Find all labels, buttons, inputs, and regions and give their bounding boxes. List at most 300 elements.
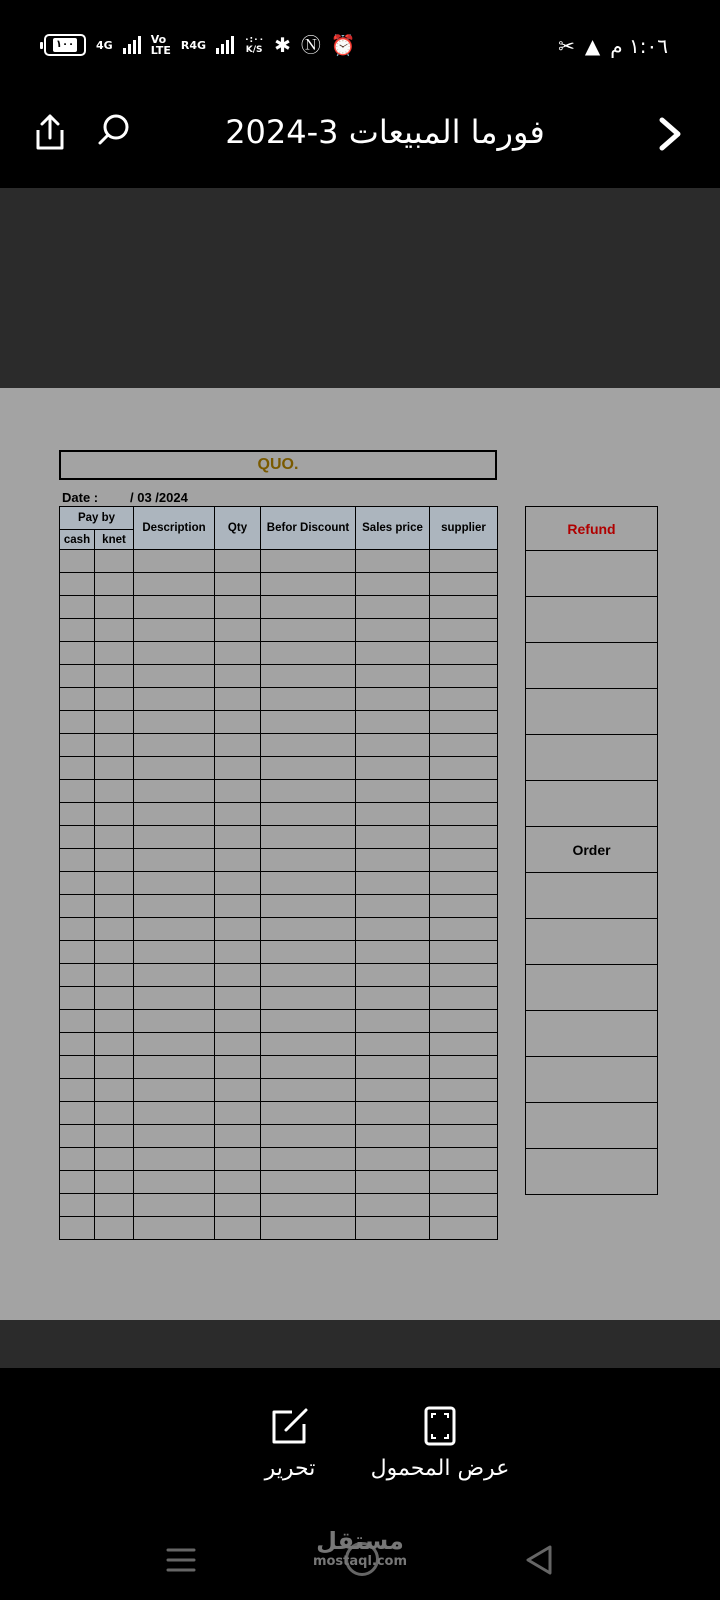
table-cell[interactable] bbox=[60, 757, 95, 780]
table-cell[interactable] bbox=[134, 1217, 215, 1240]
table-cell[interactable] bbox=[261, 872, 356, 895]
table-cell[interactable] bbox=[95, 964, 134, 987]
table-cell[interactable] bbox=[215, 964, 261, 987]
table-cell[interactable] bbox=[60, 1171, 95, 1194]
refund-header[interactable]: Refund bbox=[526, 507, 658, 551]
table-cell[interactable] bbox=[215, 688, 261, 711]
table-row bbox=[60, 1056, 498, 1079]
table-cell[interactable] bbox=[134, 826, 215, 849]
table-cell[interactable] bbox=[134, 1056, 215, 1079]
table-cell[interactable] bbox=[134, 573, 215, 596]
volte-top: Vo bbox=[150, 33, 167, 46]
table-cell[interactable] bbox=[356, 550, 430, 573]
table-cell[interactable] bbox=[134, 964, 215, 987]
side-table-row bbox=[526, 781, 658, 827]
table-cell[interactable] bbox=[261, 1171, 356, 1194]
table-cell[interactable] bbox=[430, 688, 498, 711]
volte-indicator bbox=[151, 34, 171, 56]
forward-arrow-icon[interactable] bbox=[656, 114, 684, 154]
table-cell[interactable] bbox=[60, 964, 95, 987]
table-cell[interactable] bbox=[215, 918, 261, 941]
table-cell[interactable] bbox=[134, 550, 215, 573]
table-cell[interactable] bbox=[356, 780, 430, 803]
table-cell[interactable] bbox=[356, 619, 430, 642]
side-table-cell[interactable] bbox=[526, 689, 658, 735]
table-cell[interactable] bbox=[356, 849, 430, 872]
table-cell[interactable] bbox=[356, 1125, 430, 1148]
table-cell[interactable] bbox=[95, 918, 134, 941]
table-cell[interactable] bbox=[134, 1010, 215, 1033]
table-cell[interactable] bbox=[95, 665, 134, 688]
table-row bbox=[60, 918, 498, 941]
table-cell[interactable] bbox=[261, 987, 356, 1010]
table-cell[interactable] bbox=[134, 596, 215, 619]
table-cell[interactable] bbox=[95, 734, 134, 757]
table-cell[interactable] bbox=[261, 1125, 356, 1148]
table-cell[interactable] bbox=[356, 803, 430, 826]
table-cell[interactable] bbox=[261, 1148, 356, 1171]
app-notification-icon: ✂ bbox=[558, 34, 575, 58]
header-cash: cash bbox=[60, 530, 95, 550]
table-row bbox=[60, 573, 498, 596]
table-row bbox=[60, 1125, 498, 1148]
table-cell[interactable] bbox=[215, 757, 261, 780]
table-cell[interactable] bbox=[215, 619, 261, 642]
table-cell[interactable] bbox=[430, 826, 498, 849]
table-cell[interactable] bbox=[430, 1171, 498, 1194]
table-row bbox=[60, 550, 498, 573]
side-table-row bbox=[526, 1149, 658, 1195]
table-cell[interactable] bbox=[134, 734, 215, 757]
table-cell[interactable] bbox=[261, 1194, 356, 1217]
alarm-icon: ⏰ bbox=[330, 33, 356, 57]
table-cell[interactable] bbox=[215, 711, 261, 734]
table-cell[interactable] bbox=[95, 849, 134, 872]
table-cell[interactable] bbox=[261, 780, 356, 803]
table-cell[interactable] bbox=[134, 918, 215, 941]
table-cell[interactable] bbox=[95, 596, 134, 619]
table-cell[interactable] bbox=[134, 1102, 215, 1125]
table-cell[interactable] bbox=[356, 1033, 430, 1056]
table-cell[interactable] bbox=[95, 872, 134, 895]
table-cell[interactable] bbox=[261, 1010, 356, 1033]
table-cell[interactable] bbox=[356, 1079, 430, 1102]
side-table-cell[interactable] bbox=[526, 551, 658, 597]
table-cell[interactable] bbox=[430, 619, 498, 642]
table-cell[interactable] bbox=[261, 803, 356, 826]
table-row bbox=[60, 596, 498, 619]
table-cell[interactable] bbox=[430, 895, 498, 918]
table-cell[interactable] bbox=[356, 573, 430, 596]
table-cell[interactable] bbox=[134, 849, 215, 872]
mobile-view-button[interactable] bbox=[360, 1406, 520, 1481]
table-cell[interactable] bbox=[356, 1171, 430, 1194]
table-cell[interactable] bbox=[356, 987, 430, 1010]
table-cell[interactable] bbox=[95, 1079, 134, 1102]
table-cell[interactable] bbox=[261, 573, 356, 596]
table-row bbox=[60, 941, 498, 964]
side-table-cell[interactable] bbox=[526, 1149, 658, 1195]
table-cell[interactable] bbox=[95, 573, 134, 596]
table-cell[interactable] bbox=[261, 688, 356, 711]
table-cell[interactable] bbox=[261, 918, 356, 941]
search-icon[interactable] bbox=[96, 112, 132, 148]
table-cell[interactable] bbox=[430, 780, 498, 803]
battery-icon bbox=[44, 34, 86, 56]
table-cell[interactable] bbox=[95, 619, 134, 642]
table-cell[interactable] bbox=[60, 918, 95, 941]
table-cell[interactable] bbox=[215, 1010, 261, 1033]
table-cell[interactable] bbox=[215, 872, 261, 895]
table-cell[interactable] bbox=[215, 803, 261, 826]
table-row bbox=[60, 1194, 498, 1217]
table-cell[interactable] bbox=[430, 872, 498, 895]
net-speed bbox=[244, 35, 264, 55]
table-cell[interactable] bbox=[430, 918, 498, 941]
mobile-view-label: عرض المحمول bbox=[370, 1456, 510, 1481]
table-cell[interactable] bbox=[215, 550, 261, 573]
table-cell[interactable] bbox=[60, 596, 95, 619]
table-cell[interactable] bbox=[215, 1217, 261, 1240]
side-table-cell[interactable] bbox=[526, 735, 658, 781]
table-cell[interactable] bbox=[134, 642, 215, 665]
edit-button[interactable] bbox=[240, 1406, 340, 1481]
table-cell[interactable] bbox=[261, 1217, 356, 1240]
table-cell[interactable] bbox=[134, 1194, 215, 1217]
order-header[interactable]: Order bbox=[526, 827, 658, 873]
table-cell[interactable] bbox=[95, 642, 134, 665]
status-right bbox=[558, 34, 668, 58]
table-cell[interactable] bbox=[356, 826, 430, 849]
table-cell[interactable] bbox=[134, 872, 215, 895]
table-cell[interactable] bbox=[261, 964, 356, 987]
table-cell[interactable] bbox=[95, 1033, 134, 1056]
document-page[interactable] bbox=[0, 388, 720, 1320]
network-4g bbox=[96, 40, 113, 51]
side-table-cell[interactable] bbox=[526, 919, 658, 965]
table-cell[interactable] bbox=[356, 918, 430, 941]
table-cell[interactable] bbox=[215, 941, 261, 964]
table-cell[interactable] bbox=[95, 757, 134, 780]
table-cell[interactable] bbox=[134, 803, 215, 826]
table-cell[interactable] bbox=[430, 987, 498, 1010]
table-cell[interactable] bbox=[95, 1056, 134, 1079]
side-table-cell[interactable] bbox=[526, 1011, 658, 1057]
document-title: فورما المبيعات 3-2024 bbox=[225, 113, 545, 151]
table-cell[interactable] bbox=[60, 803, 95, 826]
table-cell[interactable] bbox=[430, 1033, 498, 1056]
table-cell[interactable] bbox=[95, 550, 134, 573]
table-cell[interactable] bbox=[215, 895, 261, 918]
side-table-cell[interactable] bbox=[526, 873, 658, 919]
table-cell[interactable] bbox=[430, 734, 498, 757]
table-cell[interactable] bbox=[215, 1102, 261, 1125]
table-cell[interactable] bbox=[134, 987, 215, 1010]
table-cell[interactable] bbox=[215, 734, 261, 757]
header-description: Description bbox=[134, 507, 215, 550]
table-row bbox=[60, 964, 498, 987]
date-label: Date : bbox=[62, 490, 99, 505]
table-row bbox=[60, 1102, 498, 1125]
refund-table-body bbox=[526, 507, 658, 1195]
table-cell[interactable] bbox=[95, 1102, 134, 1125]
table-cell[interactable] bbox=[430, 1079, 498, 1102]
side-table-cell[interactable] bbox=[526, 1103, 658, 1149]
table-row bbox=[60, 987, 498, 1010]
side-table-row bbox=[526, 1011, 658, 1057]
table-cell[interactable] bbox=[261, 757, 356, 780]
table-row bbox=[60, 1148, 498, 1171]
table-cell[interactable] bbox=[261, 642, 356, 665]
side-table-cell[interactable] bbox=[526, 597, 658, 643]
table-cell[interactable] bbox=[356, 872, 430, 895]
table-cell[interactable] bbox=[215, 849, 261, 872]
table-cell[interactable] bbox=[356, 688, 430, 711]
table-cell[interactable] bbox=[356, 1010, 430, 1033]
table-cell[interactable] bbox=[134, 619, 215, 642]
side-table-row bbox=[526, 919, 658, 965]
network-r4g bbox=[181, 40, 206, 51]
table-row bbox=[60, 895, 498, 918]
table-cell[interactable] bbox=[134, 895, 215, 918]
table-cell[interactable] bbox=[356, 757, 430, 780]
table-cell[interactable] bbox=[261, 711, 356, 734]
header-pay-by: Pay by bbox=[60, 507, 134, 530]
table-cell[interactable] bbox=[215, 1079, 261, 1102]
table-cell[interactable] bbox=[134, 1125, 215, 1148]
table-cell[interactable] bbox=[430, 550, 498, 573]
table-cell[interactable] bbox=[356, 596, 430, 619]
table-cell[interactable] bbox=[60, 849, 95, 872]
table-cell[interactable] bbox=[356, 642, 430, 665]
table-cell[interactable] bbox=[95, 1010, 134, 1033]
table-row bbox=[60, 642, 498, 665]
table-cell[interactable] bbox=[261, 665, 356, 688]
table-cell[interactable] bbox=[261, 1079, 356, 1102]
table-cell[interactable] bbox=[215, 1033, 261, 1056]
table-cell[interactable] bbox=[60, 688, 95, 711]
table-cell[interactable] bbox=[430, 1010, 498, 1033]
table-cell[interactable] bbox=[95, 1171, 134, 1194]
table-cell[interactable] bbox=[430, 1125, 498, 1148]
table-cell[interactable] bbox=[95, 711, 134, 734]
table-cell[interactable] bbox=[215, 987, 261, 1010]
table-row bbox=[60, 665, 498, 688]
table-cell[interactable] bbox=[261, 941, 356, 964]
table-cell[interactable] bbox=[261, 826, 356, 849]
table-cell[interactable] bbox=[356, 1148, 430, 1171]
table-cell[interactable] bbox=[215, 826, 261, 849]
mobile-view-icon bbox=[420, 1406, 460, 1446]
table-cell[interactable] bbox=[215, 1056, 261, 1079]
table-cell[interactable] bbox=[215, 573, 261, 596]
side-table-cell[interactable] bbox=[526, 643, 658, 689]
table-cell[interactable] bbox=[430, 596, 498, 619]
table-cell[interactable] bbox=[60, 1194, 95, 1217]
table-cell[interactable] bbox=[356, 941, 430, 964]
table-row bbox=[60, 619, 498, 642]
table-cell[interactable] bbox=[134, 665, 215, 688]
volte-bottom: LTE bbox=[150, 44, 171, 57]
table-cell[interactable] bbox=[60, 665, 95, 688]
table-cell[interactable] bbox=[261, 849, 356, 872]
table-cell[interactable] bbox=[134, 1079, 215, 1102]
table-cell[interactable] bbox=[430, 757, 498, 780]
table-cell[interactable] bbox=[60, 1010, 95, 1033]
table-cell[interactable] bbox=[261, 1056, 356, 1079]
table-cell[interactable] bbox=[95, 688, 134, 711]
table-cell[interactable] bbox=[261, 619, 356, 642]
side-table-row bbox=[526, 735, 658, 781]
table-cell[interactable] bbox=[215, 642, 261, 665]
table-cell[interactable] bbox=[60, 1033, 95, 1056]
side-table-row bbox=[526, 689, 658, 735]
table-cell[interactable] bbox=[430, 642, 498, 665]
header-qty: Qty bbox=[215, 507, 261, 550]
table-cell[interactable] bbox=[95, 1217, 134, 1240]
table-cell[interactable] bbox=[60, 895, 95, 918]
table-cell[interactable] bbox=[60, 1056, 95, 1079]
table-cell[interactable] bbox=[60, 941, 95, 964]
table-cell[interactable] bbox=[95, 780, 134, 803]
side-table-row bbox=[526, 597, 658, 643]
table-row bbox=[60, 780, 498, 803]
table-cell[interactable] bbox=[430, 1056, 498, 1079]
table-cell[interactable] bbox=[60, 872, 95, 895]
table-cell[interactable] bbox=[95, 1125, 134, 1148]
side-table-cell[interactable] bbox=[526, 781, 658, 827]
table-cell[interactable] bbox=[215, 596, 261, 619]
table-cell[interactable] bbox=[60, 619, 95, 642]
table-cell[interactable] bbox=[356, 964, 430, 987]
table-cell[interactable] bbox=[430, 1217, 498, 1240]
table-cell[interactable] bbox=[356, 1102, 430, 1125]
table-cell[interactable] bbox=[430, 1102, 498, 1125]
table-cell[interactable] bbox=[95, 1194, 134, 1217]
date-value: / 03 /2024 bbox=[130, 490, 188, 505]
table-cell[interactable] bbox=[95, 895, 134, 918]
table-cell[interactable] bbox=[356, 1217, 430, 1240]
table-cell[interactable] bbox=[430, 964, 498, 987]
table-cell[interactable] bbox=[430, 1194, 498, 1217]
net-speed-value: ٠:٠٠ bbox=[244, 35, 265, 45]
table-cell[interactable] bbox=[430, 849, 498, 872]
table-row bbox=[60, 1010, 498, 1033]
table-cell[interactable] bbox=[95, 1148, 134, 1171]
table-cell[interactable] bbox=[134, 711, 215, 734]
table-cell[interactable] bbox=[261, 596, 356, 619]
table-cell[interactable] bbox=[134, 941, 215, 964]
table-cell[interactable] bbox=[430, 711, 498, 734]
watermark-latin: mostaql.com bbox=[312, 1554, 408, 1569]
table-cell[interactable] bbox=[261, 895, 356, 918]
quo-title-box: QUO. bbox=[59, 450, 497, 480]
table-cell[interactable] bbox=[430, 941, 498, 964]
edit-icon bbox=[270, 1406, 310, 1446]
table-cell[interactable] bbox=[430, 665, 498, 688]
side-table-cell[interactable] bbox=[526, 1057, 658, 1103]
edit-label: تحرير bbox=[264, 1456, 316, 1481]
table-cell[interactable] bbox=[261, 734, 356, 757]
back-icon[interactable] bbox=[524, 1544, 554, 1576]
table-cell[interactable] bbox=[60, 573, 95, 596]
table-cell[interactable] bbox=[356, 895, 430, 918]
table-cell[interactable] bbox=[60, 1079, 95, 1102]
table-cell[interactable] bbox=[134, 1148, 215, 1171]
table-cell[interactable] bbox=[60, 734, 95, 757]
table-cell[interactable] bbox=[215, 1194, 261, 1217]
table-cell[interactable] bbox=[60, 642, 95, 665]
table-cell[interactable] bbox=[261, 550, 356, 573]
document-background-bottom bbox=[0, 1320, 720, 1368]
table-cell[interactable] bbox=[60, 1125, 95, 1148]
table-cell[interactable] bbox=[356, 711, 430, 734]
table-cell[interactable] bbox=[134, 688, 215, 711]
table-cell[interactable] bbox=[356, 734, 430, 757]
table-cell[interactable] bbox=[95, 941, 134, 964]
table-cell[interactable] bbox=[261, 1102, 356, 1125]
table-cell[interactable] bbox=[60, 826, 95, 849]
table-cell[interactable] bbox=[430, 1148, 498, 1171]
table-cell[interactable] bbox=[95, 987, 134, 1010]
refund-order-table bbox=[525, 506, 658, 1195]
table-cell[interactable] bbox=[60, 1217, 95, 1240]
table-cell[interactable] bbox=[95, 803, 134, 826]
table-cell[interactable] bbox=[356, 1194, 430, 1217]
table-cell[interactable] bbox=[215, 1171, 261, 1194]
side-table-row bbox=[526, 965, 658, 1011]
table-cell[interactable] bbox=[215, 665, 261, 688]
header-knet: knet bbox=[95, 530, 134, 550]
table-cell[interactable] bbox=[134, 780, 215, 803]
table-cell[interactable] bbox=[215, 780, 261, 803]
table-cell[interactable] bbox=[60, 987, 95, 1010]
watermark-arabic: مستقل bbox=[316, 1527, 404, 1555]
nfc-icon: Ⓝ bbox=[300, 33, 321, 57]
table-cell[interactable] bbox=[261, 1033, 356, 1056]
recent-apps-icon[interactable] bbox=[166, 1546, 196, 1574]
table-cell[interactable] bbox=[60, 711, 95, 734]
table-cell[interactable] bbox=[356, 665, 430, 688]
table-cell[interactable] bbox=[60, 1102, 95, 1125]
side-table-row bbox=[526, 507, 658, 551]
table-row bbox=[60, 1217, 498, 1240]
table-row bbox=[60, 872, 498, 895]
table-row bbox=[60, 757, 498, 780]
table-cell[interactable] bbox=[215, 1125, 261, 1148]
table-cell[interactable] bbox=[215, 1148, 261, 1171]
table-cell[interactable] bbox=[134, 757, 215, 780]
side-table-row bbox=[526, 873, 658, 919]
table-cell[interactable] bbox=[134, 1033, 215, 1056]
table-cell[interactable] bbox=[430, 573, 498, 596]
app-bar bbox=[0, 92, 720, 188]
table-cell[interactable] bbox=[60, 780, 95, 803]
table-cell[interactable] bbox=[60, 1148, 95, 1171]
side-table-cell[interactable] bbox=[526, 965, 658, 1011]
table-cell[interactable] bbox=[134, 1171, 215, 1194]
share-icon[interactable] bbox=[32, 112, 68, 152]
network-4g-label: 4G bbox=[96, 38, 113, 52]
bluetooth-icon: ✱ bbox=[274, 33, 291, 57]
table-cell[interactable] bbox=[60, 550, 95, 573]
watermark bbox=[300, 1528, 420, 1570]
table-cell[interactable] bbox=[356, 1056, 430, 1079]
sales-table-body bbox=[60, 550, 498, 1240]
table-cell[interactable] bbox=[430, 803, 498, 826]
table-cell[interactable] bbox=[95, 826, 134, 849]
table-row bbox=[60, 1171, 498, 1194]
